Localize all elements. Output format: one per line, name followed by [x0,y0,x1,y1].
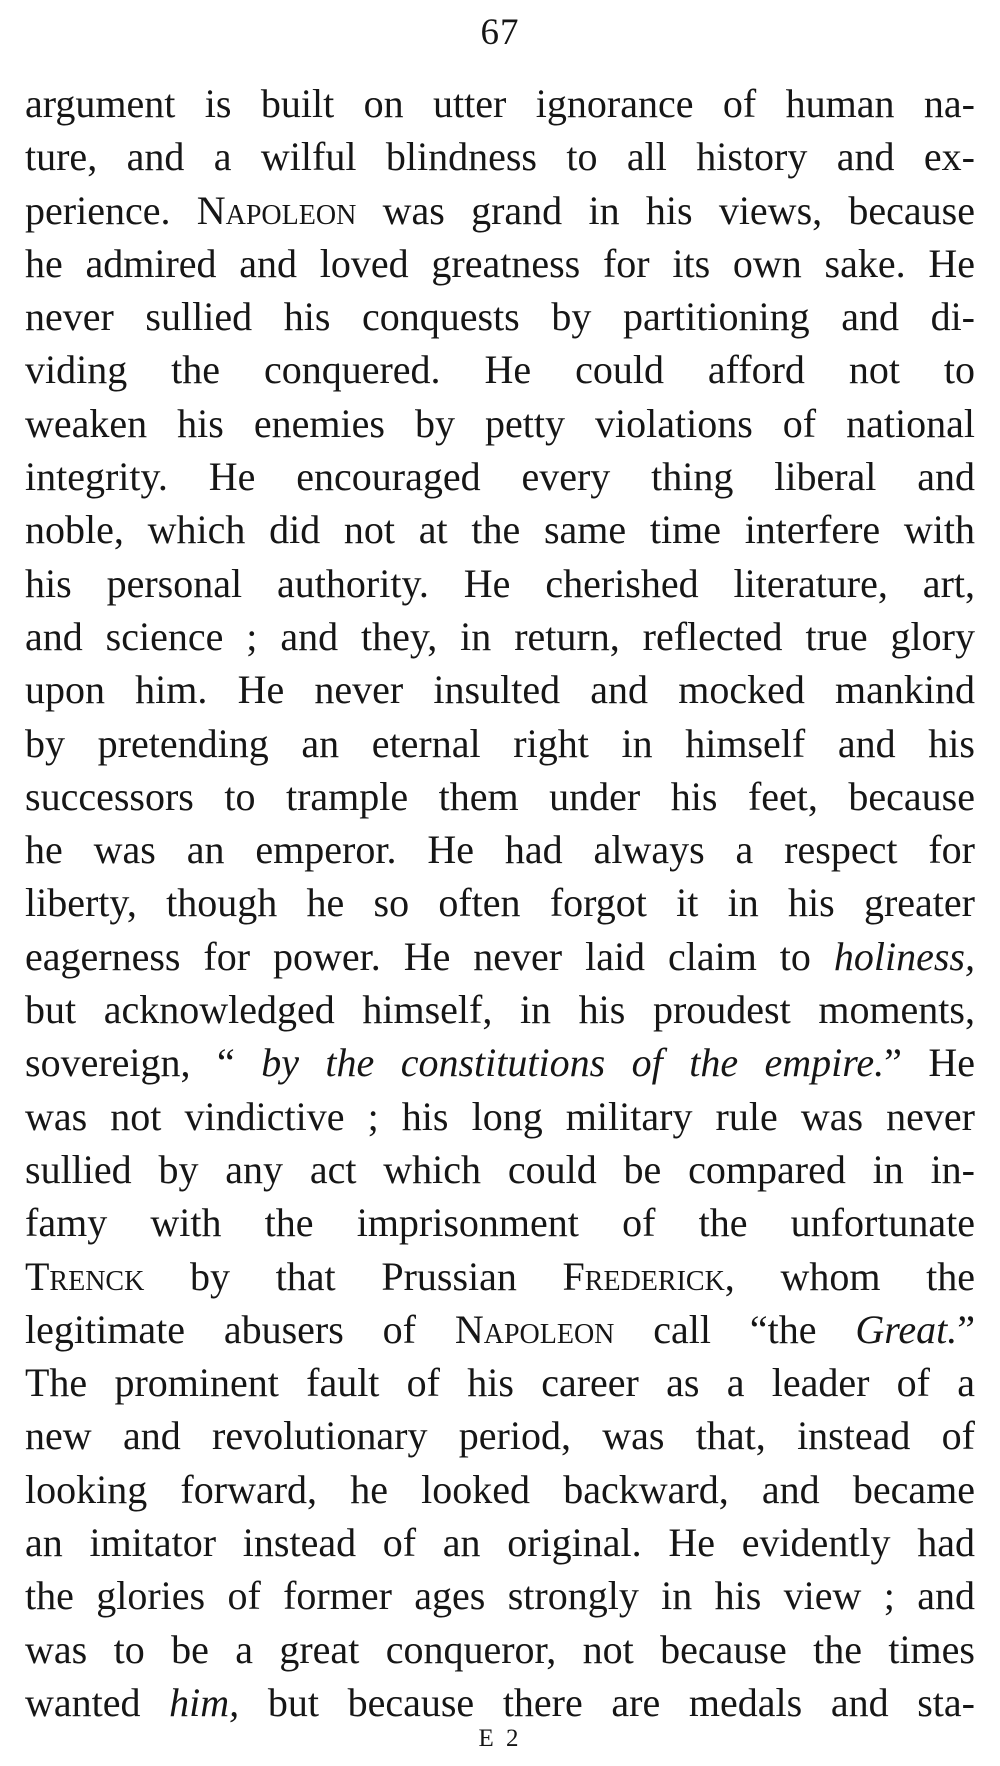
text-run: argument is built on utter ignorance of human na- [25,81,975,126]
text-line [25,1409,975,1462]
text-run: the glories of former ages strongly in his view ; and [25,1573,975,1619]
text-run: he was an emperor. He had always a respect for [25,827,975,873]
italic-phrase: holiness, [833,933,975,979]
text-line [25,557,975,610]
text-run: sullied by any act which could be compared in in- [25,1146,975,1192]
small-caps-name: Napoleon [196,187,357,233]
text-run: his personal authority. He cherished literature, art, [25,560,975,606]
italic-phrase: by the constitutions of the empire. [261,1040,885,1086]
text-line [25,1143,975,1196]
text-run: and science ; and they, in return, reflected true glory [25,613,975,659]
small-caps-name: Trenck [25,1253,145,1299]
small-caps-name: Napoleon [454,1306,615,1352]
italic-phrase: Great. [855,1306,958,1352]
text-run: legitimate abusers of [25,1306,455,1352]
text-run: perience. [25,187,197,233]
text-line [25,770,975,823]
text-run: wanted [25,1679,170,1725]
text-run: integrity. He encouraged every thing liberal and [25,454,975,500]
text-line [25,930,975,983]
text-run: he admired and loved greatness for its own sake. He [25,240,975,286]
body-text [25,77,975,1729]
text-line [25,1516,975,1569]
text-line [25,823,975,876]
small-caps-name: Frederick, [562,1253,735,1299]
text-line [25,1569,975,1622]
text-run: an imitator instead of an original. He evidently had [25,1520,975,1566]
text-run: by pretending an eternal right in himself and his [25,720,975,766]
text-line [25,1036,975,1089]
text-run: upon him. He never insulted and mocked mankind [25,667,975,713]
signature-mark: E 2 [478,1725,522,1752]
text-run: whom the [734,1253,975,1299]
text-line [25,663,975,716]
text-line [25,876,975,929]
text-line [25,1250,975,1303]
text-run: new and revolutionary period, was that, instead of [25,1413,975,1459]
text-line [25,610,975,663]
text-line [25,1676,975,1729]
text-run: looking forward, he looked backward, and became [25,1466,975,1512]
text-line [25,237,975,290]
text-run: was grand in his views, because [356,187,975,233]
text-line [25,397,975,450]
text-run: The prominent fault of his career as a leader of a [25,1360,975,1406]
text-line [25,290,975,343]
text-run: weaken his enemies by petty violations of national [25,400,975,446]
text-line [25,1623,975,1676]
text-run: never sullied his conquests by partitioning and di- [25,294,975,340]
text-line [25,1196,975,1249]
text-line [25,717,975,770]
text-line [25,1090,975,1143]
text-line [25,343,975,396]
text-run: but acknowledged himself, in his proudest moments, [25,987,975,1033]
text-run: but because there are medals and sta- [239,1679,975,1725]
text-line [25,983,975,1036]
text-run: sovereign, “ [25,1040,262,1086]
text-run: ” [957,1306,975,1352]
text-run: ” He [884,1040,975,1086]
text-run: eagerness for power. He never laid claim to [25,933,834,979]
text-run: viding the conquered. He could afford not to [25,347,975,393]
italic-phrase: him, [169,1679,240,1725]
text-run: by that Prussian [144,1253,563,1299]
text-line [25,450,975,503]
text-run: was not vindictive ; his long military rule was never [25,1093,975,1139]
text-line [25,1463,975,1516]
page-number: 67 [480,12,520,53]
text-line [25,1356,975,1409]
text-run: call “the [614,1306,856,1352]
text-run: ture, and a wilful blindness to all history and ex- [25,134,975,180]
text-run: successors to trample them under his feet, because [25,773,975,819]
text-line [25,184,975,237]
text-line [25,130,975,183]
text-run: famy with the imprisonment of the unfortunate [25,1200,975,1246]
text-run: noble, which did not at the same time interfere with [25,507,975,553]
text-line [25,1303,975,1356]
text-run: liberty, though he so often forgot it in his greater [25,880,975,926]
text-run: was to be a great conqueror, not because the times [25,1626,975,1672]
text-line [25,77,975,130]
text-line [25,503,975,556]
